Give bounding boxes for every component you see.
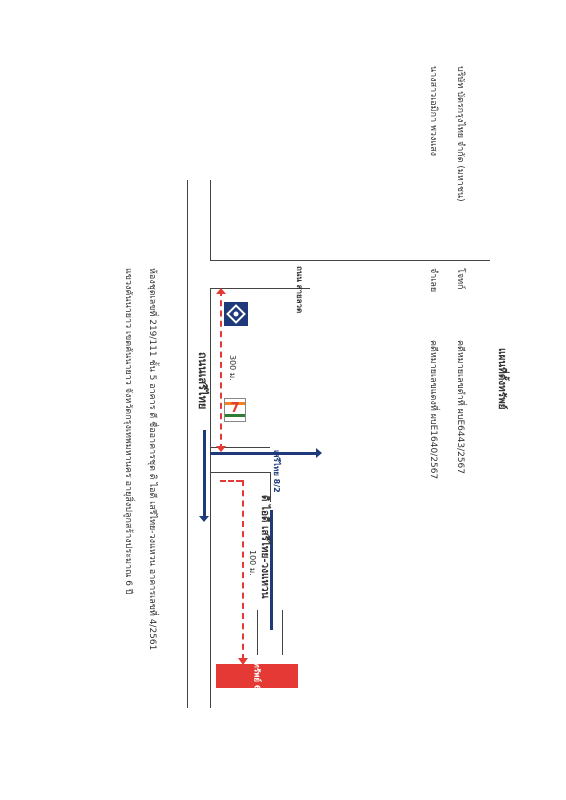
property-label: ทรัพย์ 6 [252, 662, 262, 690]
distance-100-line [242, 480, 244, 660]
distance-100-horizontal [220, 480, 242, 482]
top-road-line-left [187, 180, 188, 708]
property-marker [216, 664, 298, 688]
bank-logo-icon [224, 302, 248, 326]
black-case-number: คดีหมายเลขดำที่ ผบE6443/2567 [455, 340, 465, 475]
main-road-label: ถนนเสรีไทย [196, 352, 209, 410]
distance-300-line [220, 290, 222, 450]
distance-100-label: 100 ม. [248, 550, 257, 576]
seven-eleven-label: 7 [230, 401, 240, 416]
red-case-number: คดีหมายเลขแดงที่ ผบE1640/2567 [428, 340, 438, 480]
map-title: แผนที่ตั้งทรัพย์ [496, 348, 507, 410]
blue-arrow-soi-head [316, 448, 322, 458]
top-road-corner [210, 260, 490, 261]
defendant-label: จำเลย [428, 268, 438, 293]
blue-arrow-main-road-head [199, 516, 209, 522]
soi-vertical-2 [257, 610, 258, 655]
top-road-label: ถนน สายลวด [295, 266, 304, 314]
soi-vertical-3 [282, 610, 283, 655]
plaintiff-label: โจทก์ [455, 268, 465, 290]
condo-label: ดิ ไอดี เสรีไทย-วงแหวน [259, 495, 270, 599]
seven-eleven-icon [224, 398, 246, 422]
debtor-name: นางสาวเอมิกา พวงแสง [428, 66, 438, 157]
blue-arrow-condo [270, 510, 273, 630]
main-road-line [210, 288, 211, 708]
soi-road-line-2 [210, 472, 270, 473]
address-line-2: แขวงคันนายาว เขตคันนายาว จังหวัดกรุงเทพมหานคร อายุสิ่งปลูกสร้างประมาณ 6 ปี [123, 268, 133, 595]
address-line-1: ห้องชุดเลขที่ 219/111 ชั้น 5 อาคาร ดี ชื่ออาคารชุด ดิ ไอดี เสรีไทย-วงแหวน อาคารเลขที่ 4/2561 [147, 268, 157, 651]
top-road-line-right [210, 180, 211, 260]
distance-300-arrow-top [216, 288, 226, 294]
company-name: บริษัท บัตรกรุงไทย จำกัด (มหาชน) [455, 66, 465, 202]
soi-label: เสรีไทย 8/2 [272, 450, 281, 493]
distance-300-label: 300 ม. [228, 355, 237, 381]
blue-arrow-soi [210, 452, 318, 455]
blue-arrow-main-road [203, 430, 206, 518]
